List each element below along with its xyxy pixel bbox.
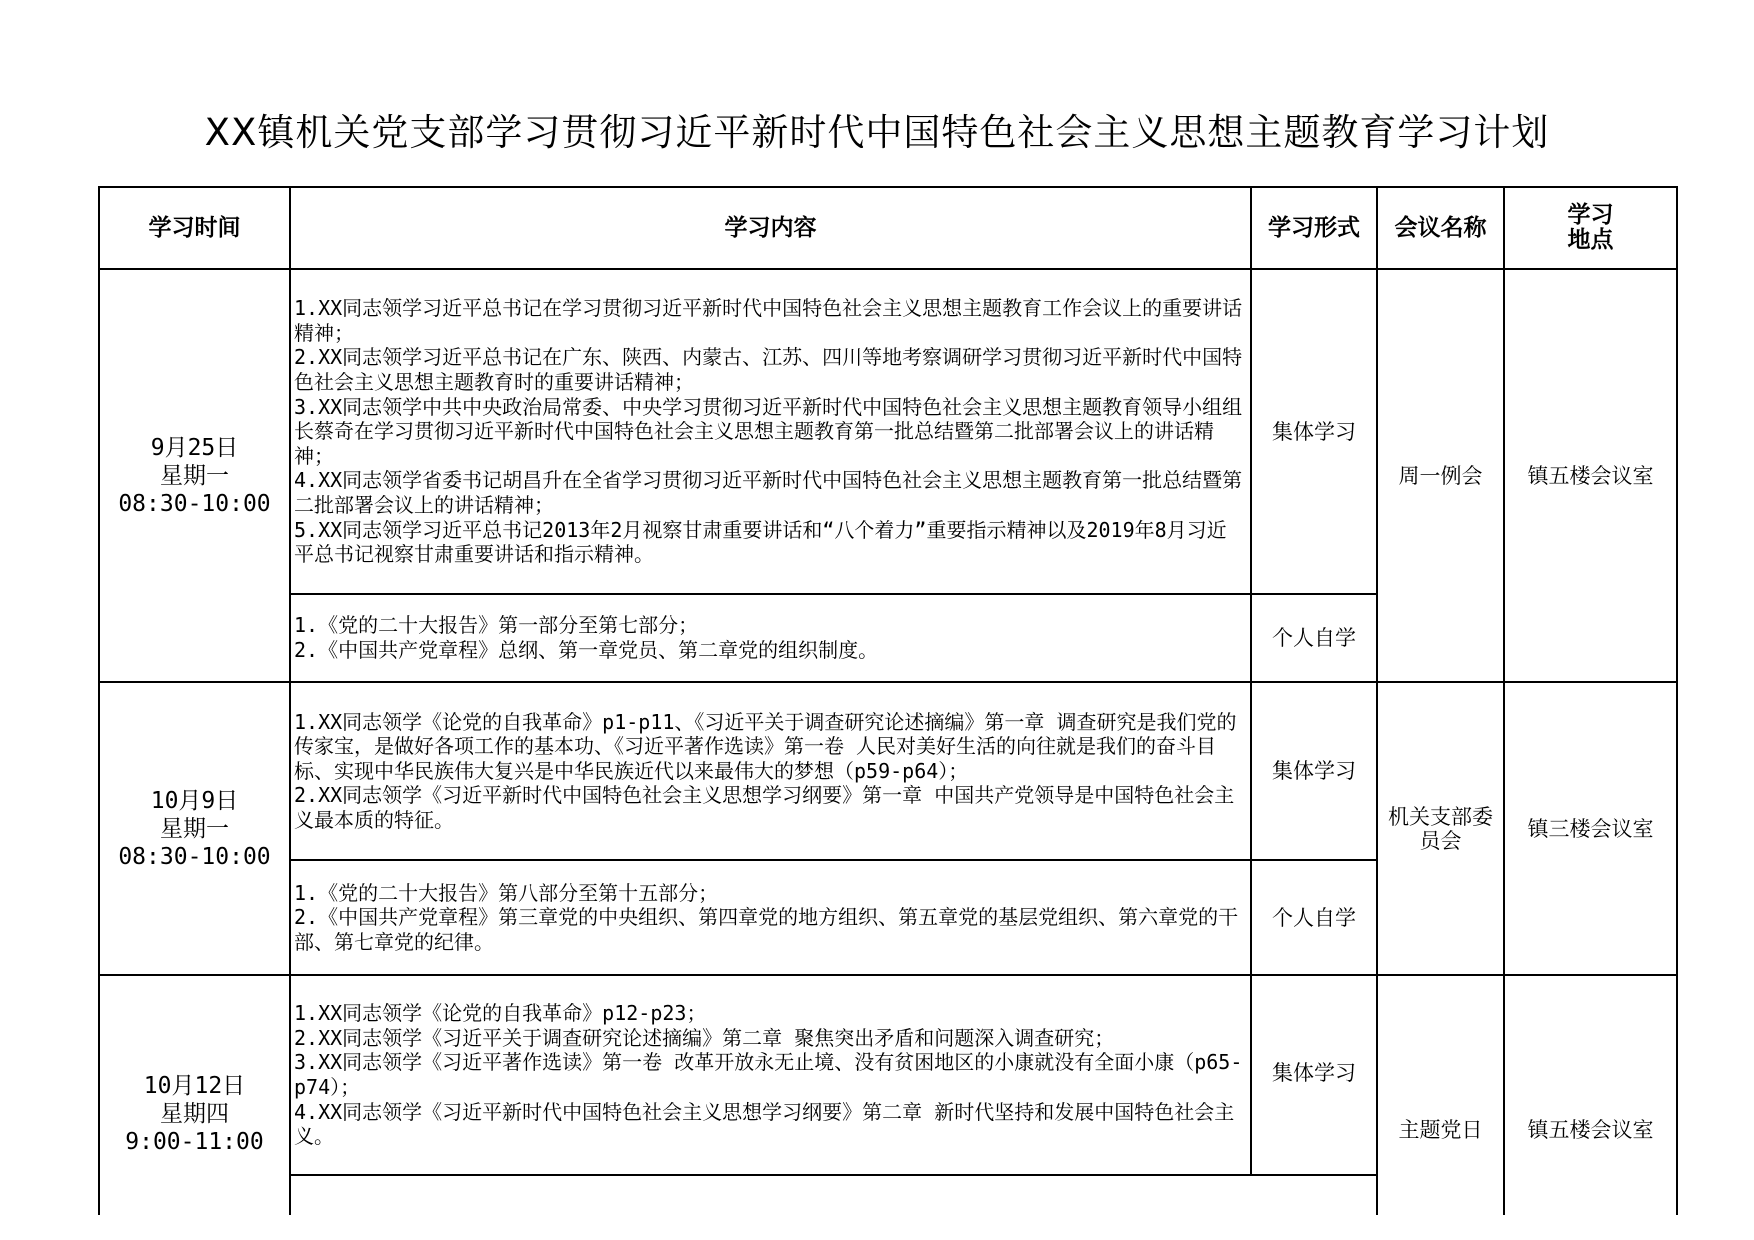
content-item: 3.XX同志领学中共中央政治局常委、中央学习贯彻习近平新时代中国特色社会主义思想主题教育领导小组组长蔡奇在学习贯彻习近平新时代中国特色社会主义思想主题教育第一批总结暨第二批部署会议上的讲话精神； [294, 394, 1243, 468]
session-hours: 08:30-10:00 [118, 490, 271, 517]
session-date: 9月25日 [150, 434, 239, 461]
header-location-line2: 地点 [1567, 227, 1614, 253]
header-time: 学习时间 [99, 187, 290, 269]
cut-off-cell [290, 1175, 1251, 1215]
session-time-cell [99, 682, 290, 975]
self-study-content [290, 860, 1251, 975]
session-weekday: 星期四 [160, 1101, 229, 1127]
session-hours: 9:00-11:00 [125, 1129, 264, 1155]
group-study-content [290, 682, 1251, 860]
session-hours: 08:30-10:00 [118, 843, 271, 870]
header-content: 学习内容 [290, 187, 1251, 269]
study-form: 集体学习 [1251, 682, 1377, 860]
meeting-name: 周一例会 [1377, 269, 1504, 682]
session-weekday: 星期一 [160, 815, 229, 842]
meeting-name: 机关支部委员会 [1377, 682, 1504, 975]
content-item: 4.XX同志领学《习近平新时代中国特色社会主义思想学习纲要》第二章 新时代坚持和发展中国特色社会主义。 [294, 1099, 1235, 1149]
header-row [99, 187, 1677, 269]
session-date: 10月9日 [150, 787, 239, 814]
study-location: 镇三楼会议室 [1504, 682, 1677, 975]
group-study-content [290, 975, 1251, 1175]
content-item: 2.《中国共产党章程》总纲、第一章党员、第二章党的组织制度。 [294, 638, 879, 662]
group-study-content [290, 269, 1251, 594]
content-item: 1.XX同志领学《论党的自我革命》p12-p23； [294, 1001, 707, 1026]
content-item: 3.XX同志领学《习近平著作选读》第一卷 改革开放永无止境、没有贫困地区的小康就没有全面小康（p65-p74）； [294, 1050, 1243, 1099]
study-location: 镇五楼会议室 [1504, 975, 1677, 1215]
table-row [99, 682, 1677, 860]
content-item: 1.《党的二十大报告》第一部分至第七部分； [294, 613, 699, 638]
content-item: 2.XX同志领学习近平总书记在广东、陕西、内蒙古、江苏、四川等地考察调研学习贯彻习近平新时代中国特色社会主义思想主题教育时的重要讲话精神； [294, 345, 1243, 395]
session-time-cell [99, 269, 290, 682]
meeting-name: 主题党日 [1377, 975, 1504, 1215]
content-item: 1.XX同志领学《论党的自我革命》p1-p11、《习近平关于调查研究论述摘编》第一章 调查研究是我们党的传家宝，是做好各项工作的基本功、《习近平著作选读》第一卷 人民对美好生活的向往就是我们的奋斗目标、实现中华民族伟大复兴是中华民族近代以来最伟大的梦想（p59-p64）； [294, 709, 1237, 783]
content-item: 2.《中国共产党章程》第三章党的中央组织、第四章党的地方组织、第五章党的基层党组织、第六章党的干部、第七章党的纪律。 [294, 905, 1239, 954]
page-title: XX镇机关党支部学习贯彻习近平新时代中国特色社会主义思想主题教育学习计划 [204, 111, 1550, 154]
session-date: 10月12日 [143, 1073, 246, 1099]
session-weekday: 星期一 [160, 462, 229, 489]
study-form: 集体学习 [1251, 975, 1377, 1175]
study-plan-table [98, 186, 1678, 1215]
header-location [1504, 187, 1677, 269]
header-location-line1: 学习 [1567, 202, 1614, 228]
table-row [99, 975, 1677, 1175]
content-item: 1.《党的二十大报告》第八部分至第十五部分； [294, 880, 719, 905]
session-time-cell [99, 975, 290, 1215]
content-item: 2.XX同志领学《习近平关于调查研究论述摘编》第二章 聚焦突出矛盾和问题深入调查研究； [294, 1025, 1115, 1050]
content-item: 4.XX同志领学省委书记胡昌升在全省学习贯彻习近平新时代中国特色社会主义思想主题教育第一批总结暨第二批部署会议上的讲话精神； [294, 468, 1243, 517]
self-study-content [290, 594, 1251, 682]
cut-off-cell [1251, 1175, 1377, 1215]
study-form: 个人自学 [1251, 860, 1377, 975]
content-item: 1.XX同志领学习近平总书记在学习贯彻习近平新时代中国特色社会主义思想主题教育工作会议上的重要讲话精神； [294, 296, 1243, 345]
content-item: 5.XX同志领学习近平总书记2013年2月视察甘肃重要讲话和“八个着力”重要指示精神以及2019年8月习近平总书记视察甘肃重要讲话和指示精神。 [294, 517, 1227, 567]
study-location: 镇五楼会议室 [1504, 269, 1677, 682]
header-form: 学习形式 [1251, 187, 1377, 269]
content-item: 2.XX同志领学《习近平新时代中国特色社会主义思想学习纲要》第一章 中国共产党领导是中国特色社会主义最本质的特征。 [294, 783, 1235, 832]
table-row [99, 269, 1677, 594]
study-form: 个人自学 [1251, 594, 1377, 682]
header-meeting: 会议名称 [1377, 187, 1504, 269]
study-form: 集体学习 [1251, 269, 1377, 594]
